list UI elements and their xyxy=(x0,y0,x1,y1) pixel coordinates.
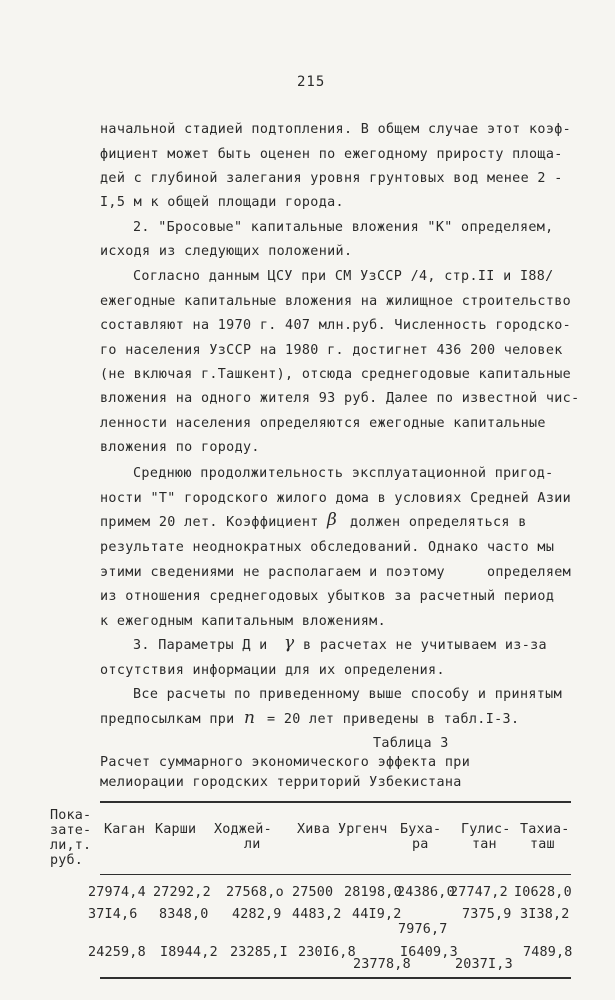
text-line: вложения на одного жителя 93 руб. Далее по известной чис- xyxy=(100,391,580,406)
cell-urgench: 44I9,2 xyxy=(352,907,402,922)
text-line: = 20 лет приведены в табл.I-3. xyxy=(267,712,520,727)
text-line: в расчетах не учитываем из-за xyxy=(303,638,547,653)
text-line: (не включая г.Ташкент), отсюда среднегодовые капитальные xyxy=(100,367,572,382)
cell-khiva: 27500 xyxy=(292,885,334,900)
table-top-rule xyxy=(100,801,571,803)
cell-khodzheyli: 27568,o xyxy=(226,885,284,900)
cell-karshi: 27292,2 xyxy=(153,885,211,900)
text-line: ности "Т" городского жилого дома в условиях Средней Азии xyxy=(100,491,572,506)
text-line: этими сведениями не располагаем и поэтому определяем xyxy=(100,565,572,580)
header-gulistan-cont: тан xyxy=(472,837,497,852)
text-line: го населения УзССР на 1980 г. достигнет 436 200 человек xyxy=(100,343,563,358)
gamma-symbol: γ xyxy=(284,633,295,653)
cell-gulistan: 2037I,3 xyxy=(455,957,513,972)
cell-bukhara: 7976,7 xyxy=(398,922,448,937)
header-takhiatash: Тахиа- xyxy=(520,822,570,837)
cell-kagan: 27974,4 xyxy=(88,885,146,900)
header-indicator-4: руб. xyxy=(50,853,84,868)
text-line: 3. Параметры Д и xyxy=(133,638,268,653)
cell-takhiatash: 3I38,2 xyxy=(520,907,570,922)
text-line: исходя из следующих положений. xyxy=(100,244,353,259)
table-label: Таблица 3 xyxy=(373,736,449,751)
cell-bukhara: I6409,3 xyxy=(400,945,458,960)
text-line: предпосылкам при xyxy=(100,712,235,727)
cell-urgench: 28198,0 xyxy=(344,885,402,900)
cell-kagan: 24259,8 xyxy=(88,945,146,960)
text-line: примем 20 лет. Коэффициент xyxy=(100,515,319,530)
cell-khiva: 230I6,8 xyxy=(298,945,356,960)
cell-urgench: 23778,8 xyxy=(353,957,411,972)
page-number: 215 xyxy=(297,74,326,90)
header-takhiatash-cont: таш xyxy=(530,837,555,852)
header-bukhara-cont: ра xyxy=(412,837,429,852)
text-line: отсутствия информации для их определения. xyxy=(100,663,445,678)
text-line: дей с глубиной залегания уровня грунтовых вод менее 2 - xyxy=(100,171,563,186)
header-gulistan: Гулис- xyxy=(461,822,511,837)
text-line: должен определяться в xyxy=(350,515,527,530)
table-bottom-rule xyxy=(100,977,571,979)
n-symbol: n xyxy=(244,708,256,728)
text-line: к ежегодным капитальным вложениям. xyxy=(100,614,387,629)
cell-gulistan: 7375,9 xyxy=(462,907,512,922)
text-line: результате неоднократных обследований. Однако часто мы xyxy=(100,540,555,555)
table-title-line2: мелиорации городских территорий Узбекистана xyxy=(100,775,462,790)
text-line: из отношения среднегодовых убытков за расчетный период xyxy=(100,589,555,604)
text-line: I,5 м к общей площади города. xyxy=(100,195,344,210)
header-khodzheyli: Ходжей- xyxy=(214,822,272,837)
text-line: Согласно данным ЦСУ при СМ УзССР /4, стр.II и I88/ xyxy=(133,269,554,284)
header-indicator-3: ли,т. xyxy=(50,838,92,853)
text-line: составляют на 1970 г. 407 млн.руб. Численность городско- xyxy=(100,318,572,333)
text-line: ежегодные капитальные вложения на жилищное строительство xyxy=(100,294,572,309)
cell-khodzheyli: 23285,I xyxy=(230,945,288,960)
cell-takhiatash: I0628,0 xyxy=(514,885,572,900)
header-khodzheyli-cont: ли xyxy=(244,837,261,852)
text-line: Среднюю продолжительность эксплуатационной пригод- xyxy=(133,466,554,481)
table-header-rule xyxy=(100,874,571,875)
table-title-line1: Расчет суммарного экономического эффекта при xyxy=(100,755,471,770)
header-karshi: Карши xyxy=(155,822,197,837)
text-line: ленности населения определяются ежегодные капитальные xyxy=(100,416,546,431)
text-line: начальной стадией подтопления. В общем случае этот коэф- xyxy=(100,122,572,137)
header-indicator-1: Пока- xyxy=(50,808,92,823)
header-indicator-2: зате- xyxy=(50,823,92,838)
cell-bukhara: 24386,0 xyxy=(397,885,455,900)
header-bukhara: Буха- xyxy=(400,822,442,837)
header-khiva: Хива xyxy=(297,822,331,837)
text-line: Все расчеты по приведенному выше способу и принятым xyxy=(133,687,563,702)
cell-gulistan: 27747,2 xyxy=(450,885,508,900)
cell-takhiatash: 7489,8 xyxy=(523,945,573,960)
header-urgench: Ургенч xyxy=(338,822,388,837)
text-line: фициент может быть оценен по ежегодному приросту площа- xyxy=(100,147,563,162)
header-kagan: Каган xyxy=(104,822,146,837)
cell-karshi: I8944,2 xyxy=(160,945,218,960)
text-line: 2. "Бросовые" капитальные вложения "К" определяем, xyxy=(133,220,554,235)
beta-symbol: β xyxy=(327,510,338,530)
cell-karshi: 8348,0 xyxy=(159,907,209,922)
text-line: вложения по городу. xyxy=(100,440,260,455)
cell-kagan: 37I4,6 xyxy=(88,907,138,922)
cell-khiva: 4483,2 xyxy=(292,907,342,922)
cell-khodzheyli: 4282,9 xyxy=(232,907,282,922)
